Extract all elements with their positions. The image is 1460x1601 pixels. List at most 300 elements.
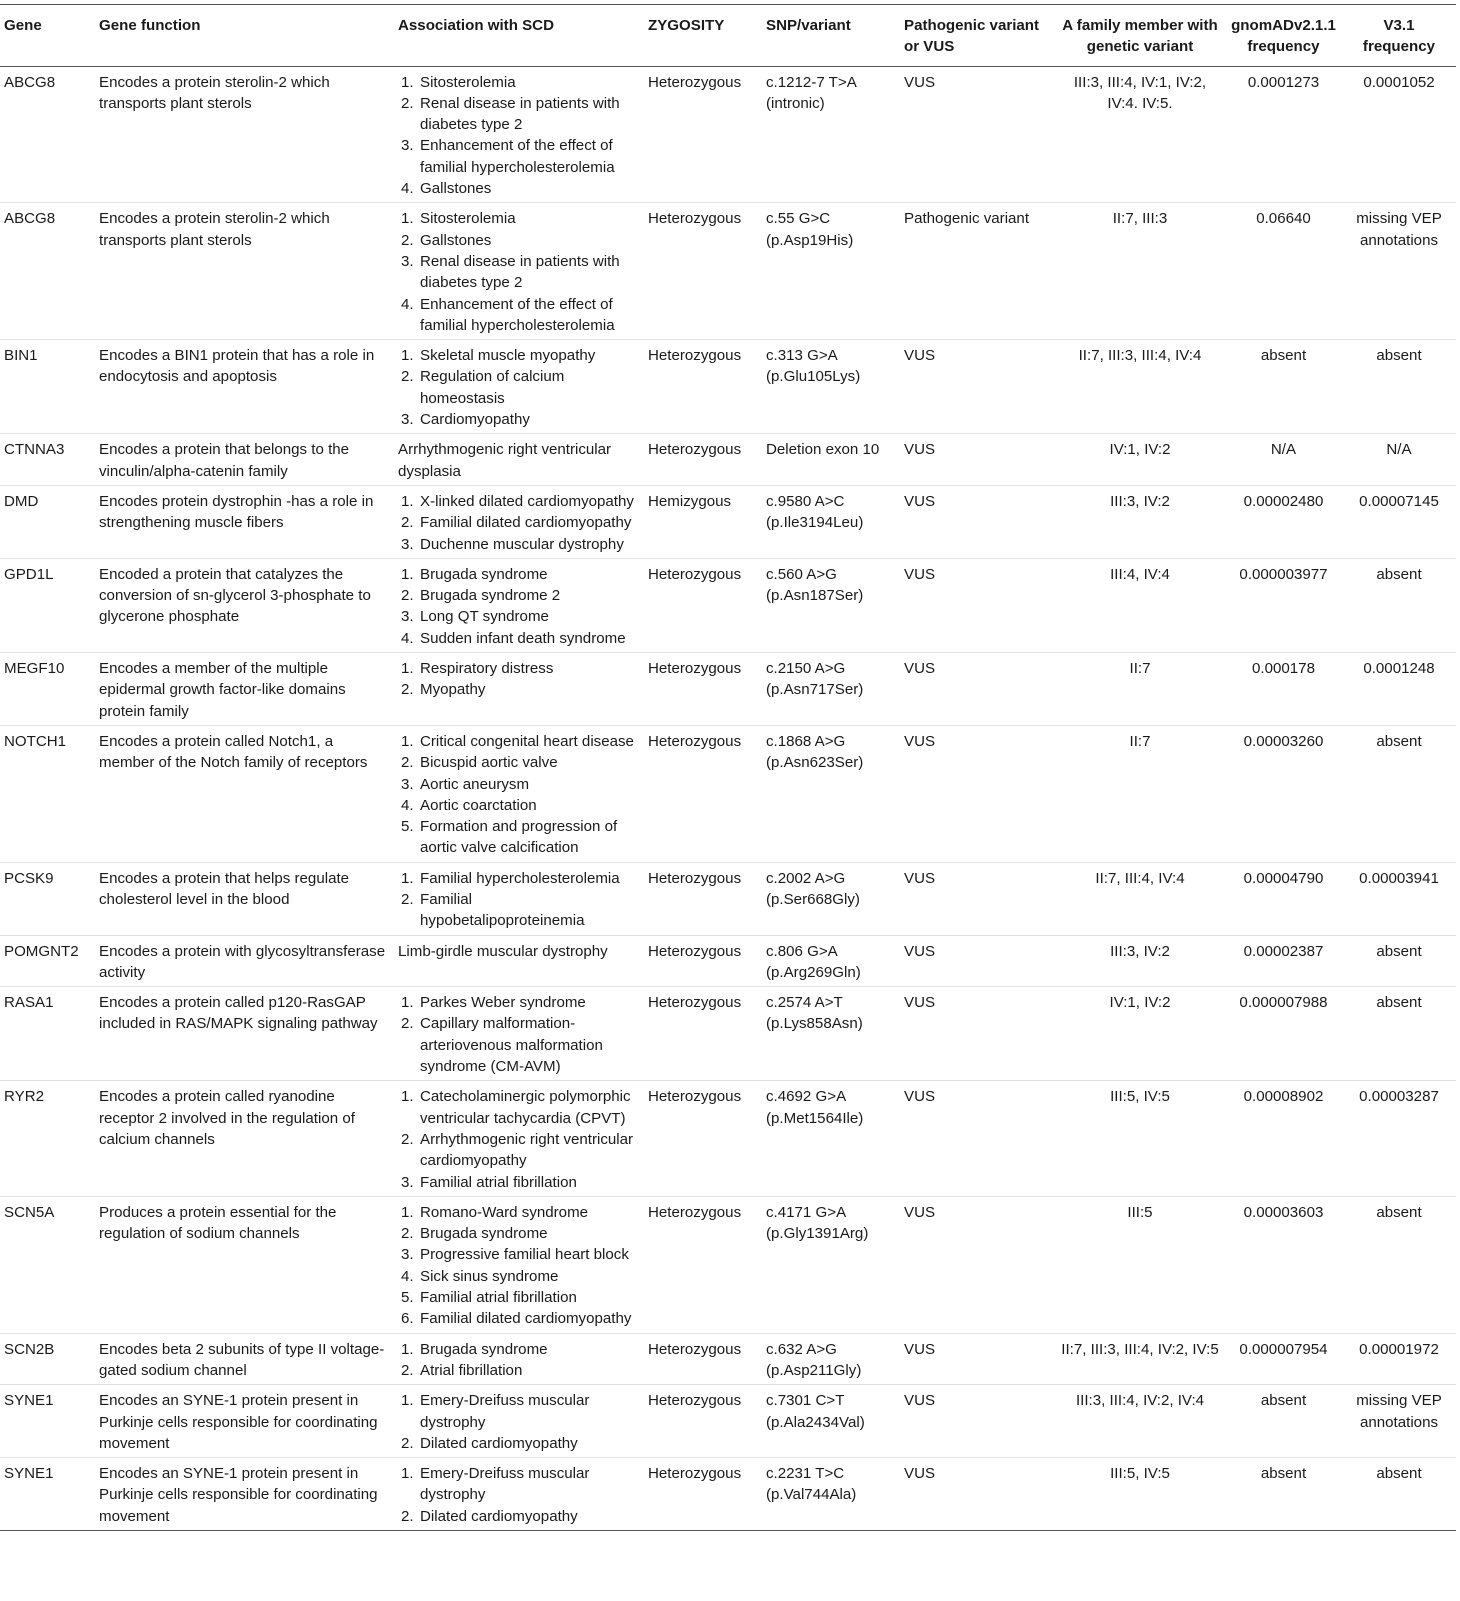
gene-cell: CTNNA3 <box>0 434 95 486</box>
classification-cell: VUS <box>900 485 1055 558</box>
association-text: Gallstones <box>420 180 492 198</box>
list-number: 2. <box>401 368 414 386</box>
association-text: Emery-Dreifuss muscular dystrophy <box>420 1465 590 1504</box>
association-cell <box>394 1333 644 1385</box>
association-item <box>398 208 640 229</box>
gene-function-cell: Encodes a protein called ryanodine receptor 2 involved in the regulation of calcium channels <box>95 1081 394 1196</box>
family-member-cell: III:5, IV:5 <box>1055 1458 1225 1531</box>
association-item <box>398 992 640 1013</box>
gnomad-v2-cell: 0.00003260 <box>1225 725 1342 862</box>
gene-cell: ABCG8 <box>0 66 95 203</box>
zygosity-cell: Heterozygous <box>644 66 762 203</box>
table-row <box>0 862 1456 935</box>
list-number: 3. <box>401 1246 414 1264</box>
family-member-cell: III:3, III:4, IV:2, IV:4 <box>1055 1385 1225 1458</box>
association-cell <box>394 1196 644 1333</box>
zygosity-cell: Heterozygous <box>644 558 762 652</box>
variant-cell: c.560 A>G (p.Asn187Ser) <box>762 558 900 652</box>
association-item <box>398 658 640 679</box>
association-text: Dilated cardiomyopathy <box>420 1434 578 1452</box>
association-text: Formation and progression of aortic valve calcification <box>420 818 618 857</box>
association-item <box>398 628 640 649</box>
table-row <box>0 1333 1456 1385</box>
family-member-cell: III:5 <box>1055 1196 1225 1333</box>
family-member-cell: II:7, III:3, III:4, IV:4 <box>1055 340 1225 434</box>
list-number: 1. <box>401 869 414 887</box>
list-number: 1. <box>401 1088 414 1106</box>
zygosity-cell: Heterozygous <box>644 987 762 1081</box>
association-text: Familial hypobetalipoproteinemia <box>420 890 585 930</box>
zygosity-cell: Heterozygous <box>644 935 762 987</box>
table-row <box>0 725 1456 862</box>
list-number: 3. <box>401 1173 414 1191</box>
association-text: Sitosterolemia <box>420 73 516 91</box>
variant-cell: c.313 G>A (p.Glu105Lys) <box>762 340 900 434</box>
gene-function-cell: Encodes a member of the multiple epidermal growth factor-like domains protein family <box>95 653 394 726</box>
header-association: Association with SCD <box>394 5 644 67</box>
list-number: 1. <box>401 565 414 583</box>
association-list <box>398 992 640 1077</box>
association-item <box>398 679 640 700</box>
list-number: 1. <box>401 1392 414 1410</box>
classification-cell: Pathogenic variant <box>900 203 1055 340</box>
gene-function-cell: Encodes an SYNE-1 protein present in Purkinje cells responsible for coordinating movement <box>95 1385 394 1458</box>
association-cell <box>394 725 644 862</box>
association-text: Emery-Dreifuss muscular dystrophy <box>420 1392 590 1431</box>
classification-cell: VUS <box>900 1081 1055 1196</box>
association-list <box>398 868 640 932</box>
association-item <box>398 774 640 795</box>
v31-frequency-cell: 0.0001052 <box>1342 66 1456 203</box>
header-gnomad-v2: gnomADv2.1.1 frequency <box>1225 5 1342 67</box>
list-number: 3. <box>401 775 414 793</box>
association-item <box>398 1266 640 1287</box>
association-cell <box>394 1081 644 1196</box>
association-list <box>398 1086 640 1192</box>
gnomad-v2-cell: 0.000007988 <box>1225 987 1342 1081</box>
classification-cell: VUS <box>900 1385 1055 1458</box>
gene-function-cell: Encodes a protein sterolin-2 which transports plant sterols <box>95 66 394 203</box>
association-item <box>398 795 640 816</box>
association-list <box>398 491 640 555</box>
gnomad-v2-cell: absent <box>1225 1385 1342 1458</box>
gene-cell: NOTCH1 <box>0 725 95 862</box>
association-text: Brugada syndrome <box>420 1340 548 1358</box>
v31-frequency-cell: missing VEP annotations <box>1342 203 1456 340</box>
association-text: Arrhythmogenic right ventricular cardiomyopathy <box>420 1130 634 1170</box>
association-list <box>398 731 640 859</box>
v31-frequency-cell: 0.00001972 <box>1342 1333 1456 1385</box>
association-text: Atrial fibrillation <box>420 1361 523 1379</box>
v31-frequency-cell: absent <box>1342 725 1456 862</box>
association-cell <box>394 203 644 340</box>
table-row <box>0 66 1456 203</box>
v31-frequency-cell: N/A <box>1342 434 1456 486</box>
list-number: 4. <box>401 1267 414 1285</box>
association-cell: Limb-girdle muscular dystrophy <box>394 935 644 987</box>
table-row <box>0 1196 1456 1333</box>
header-gene-function: Gene function <box>95 5 394 67</box>
variant-cell: c.1212-7 T>A (intronic) <box>762 66 900 203</box>
variant-cell: c.7301 C>T (p.Ala2434Val) <box>762 1385 900 1458</box>
gene-cell: SCN5A <box>0 1196 95 1333</box>
association-cell <box>394 862 644 935</box>
association-text: Sick sinus syndrome <box>420 1267 559 1285</box>
association-item <box>398 1360 640 1381</box>
association-item <box>398 606 640 627</box>
gnomad-v2-cell: 0.0001273 <box>1225 66 1342 203</box>
gnomad-v2-cell: absent <box>1225 340 1342 434</box>
gene-function-cell: Encoded a protein that catalyzes the conversion of sn-glycerol 3-phosphate to glycerone phosphate <box>95 558 394 652</box>
association-item <box>398 1202 640 1223</box>
v31-frequency-cell: missing VEP annotations <box>1342 1385 1456 1458</box>
association-item <box>398 1086 640 1129</box>
association-list <box>398 1463 640 1527</box>
association-cell <box>394 340 644 434</box>
gene-cell: DMD <box>0 485 95 558</box>
zygosity-cell: Hemizygous <box>644 485 762 558</box>
variant-cell: c.4171 G>A (p.Gly1391Arg) <box>762 1196 900 1333</box>
family-member-cell: IV:1, IV:2 <box>1055 987 1225 1081</box>
gene-function-cell: Produces a protein essential for the regulation of sodium channels <box>95 1196 394 1333</box>
association-list <box>398 208 640 336</box>
header-zygosity: ZYGOSITY <box>644 5 762 67</box>
family-member-cell: III:4, IV:4 <box>1055 558 1225 652</box>
gene-function-cell: Encodes a protein sterolin-2 which transports plant sterols <box>95 203 394 340</box>
family-member-cell: III:3, IV:2 <box>1055 935 1225 987</box>
association-text: Regulation of calcium homeostasis <box>420 368 565 407</box>
association-text: Familial atrial fibrillation <box>420 1173 577 1191</box>
list-number: 2. <box>401 890 414 908</box>
association-text: Capillary malformation-arteriovenous malformation syndrome (CM-AVM) <box>420 1015 603 1076</box>
family-member-cell: II:7, III:4, IV:4 <box>1055 862 1225 935</box>
association-cell <box>394 1385 644 1458</box>
variant-cell: c.9580 A>C (p.Ile3194Leu) <box>762 485 900 558</box>
association-text: Bicuspid aortic valve <box>420 754 558 772</box>
gene-function-cell: Encodes a BIN1 protein that has a role in endocytosis and apoptosis <box>95 340 394 434</box>
list-number: 5. <box>401 818 414 836</box>
association-text: Enhancement of the effect of familial hypercholesterolemia <box>420 295 615 334</box>
association-cell <box>394 1458 644 1531</box>
classification-cell: VUS <box>900 1196 1055 1333</box>
table-row <box>0 1385 1456 1458</box>
association-list <box>398 72 640 200</box>
family-member-cell: III:3, IV:2 <box>1055 485 1225 558</box>
zygosity-cell: Heterozygous <box>644 1385 762 1458</box>
table-row <box>0 653 1456 726</box>
gene-function-cell: Encodes an SYNE-1 protein present in Purkinje cells responsible for coordinating movement <box>95 1458 394 1531</box>
header-classification: Pathogenic variant or VUS <box>900 5 1055 67</box>
v31-frequency-cell: absent <box>1342 340 1456 434</box>
association-text: Catecholaminergic polymorphic ventricular tachycardia (CPVT) <box>420 1088 631 1127</box>
list-number: 2. <box>401 94 414 112</box>
gene-cell: RYR2 <box>0 1081 95 1196</box>
association-item <box>398 1287 640 1308</box>
association-list <box>398 1390 640 1454</box>
gnomad-v2-cell: 0.00004790 <box>1225 862 1342 935</box>
list-number: 2. <box>401 1015 414 1033</box>
list-number: 2. <box>401 1130 414 1148</box>
gene-function-cell: Encodes a protein called p120-RasGAP included in RAS/MAPK signaling pathway <box>95 987 394 1081</box>
association-text: Critical congenital heart disease <box>420 732 634 750</box>
v31-frequency-cell: 0.00007145 <box>1342 485 1456 558</box>
header-gene: Gene <box>0 5 95 67</box>
gnomad-v2-cell: 0.000007954 <box>1225 1333 1342 1385</box>
association-item <box>398 1463 640 1506</box>
association-cell <box>394 66 644 203</box>
gene-cell: SYNE1 <box>0 1458 95 1531</box>
association-text: Familial dilated cardiomyopathy <box>420 514 632 532</box>
association-item <box>398 491 640 512</box>
family-member-cell: III:5, IV:5 <box>1055 1081 1225 1196</box>
association-text: Skeletal muscle myopathy <box>420 347 596 365</box>
zygosity-cell: Heterozygous <box>644 1196 762 1333</box>
association-text: Familial dilated cardiomyopathy <box>420 1310 632 1328</box>
classification-cell: VUS <box>900 434 1055 486</box>
list-number: 2. <box>401 1361 414 1379</box>
zygosity-cell: Heterozygous <box>644 1458 762 1531</box>
list-number: 1. <box>401 1465 414 1483</box>
list-number: 3. <box>401 252 414 270</box>
association-cell: Arrhythmogenic right ventricular dysplasia <box>394 434 644 486</box>
gnomad-v2-cell: 0.000003977 <box>1225 558 1342 652</box>
association-item <box>398 345 640 366</box>
gnomad-v2-cell: 0.06640 <box>1225 203 1342 340</box>
variants-table <box>0 4 1456 1531</box>
table-row <box>0 987 1456 1081</box>
table-row <box>0 558 1456 652</box>
list-number: 2. <box>401 587 414 605</box>
association-item <box>398 1339 640 1360</box>
list-number: 4. <box>401 796 414 814</box>
association-item <box>398 889 640 932</box>
association-text: Familial atrial fibrillation <box>420 1289 577 1307</box>
list-number: 2. <box>401 1434 414 1452</box>
association-text: Renal disease in patients with diabetes type 2 <box>420 94 620 134</box>
list-number: 1. <box>401 1340 414 1358</box>
table-row <box>0 485 1456 558</box>
list-number: 1. <box>401 660 414 678</box>
gnomad-v2-cell: N/A <box>1225 434 1342 486</box>
zygosity-cell: Heterozygous <box>644 340 762 434</box>
header-row <box>0 5 1456 67</box>
association-item <box>398 93 640 136</box>
association-text: Duchenne muscular dystrophy <box>420 535 624 553</box>
gene-cell: PCSK9 <box>0 862 95 935</box>
v31-frequency-cell: absent <box>1342 558 1456 652</box>
list-number: 2. <box>401 681 414 699</box>
table-row <box>0 935 1456 987</box>
association-item <box>398 1172 640 1193</box>
association-list <box>398 658 640 701</box>
association-item <box>398 1506 640 1527</box>
table-row <box>0 340 1456 434</box>
gnomad-v2-cell: 0.00003603 <box>1225 1196 1342 1333</box>
gnomad-v2-cell: 0.00002387 <box>1225 935 1342 987</box>
list-number: 4. <box>401 295 414 313</box>
association-text: Brugada syndrome <box>420 565 548 583</box>
association-item <box>398 1129 640 1172</box>
v31-frequency-cell: absent <box>1342 1196 1456 1333</box>
association-text: Renal disease in patients with diabetes type 2 <box>420 252 620 292</box>
variant-cell: c.806 G>A (p.Arg269Gln) <box>762 935 900 987</box>
association-text: Romano-Ward syndrome <box>420 1203 589 1221</box>
table-row <box>0 1081 1456 1196</box>
v31-frequency-cell: absent <box>1342 935 1456 987</box>
zygosity-cell: Heterozygous <box>644 434 762 486</box>
table-row <box>0 1458 1456 1531</box>
variant-cell: c.2002 A>G (p.Ser668Gly) <box>762 862 900 935</box>
list-number: 3. <box>401 608 414 626</box>
association-text: Enhancement of the effect of familial hypercholesterolemia <box>420 137 615 176</box>
association-item <box>398 1244 640 1265</box>
association-item <box>398 1390 640 1433</box>
classification-cell: VUS <box>900 1458 1055 1531</box>
list-number: 4. <box>401 180 414 198</box>
table-row <box>0 434 1456 486</box>
gene-cell: RASA1 <box>0 987 95 1081</box>
association-text: Sudden infant death syndrome <box>420 629 626 647</box>
association-cell <box>394 485 644 558</box>
variant-cell: c.2574 A>T (p.Lys858Asn) <box>762 987 900 1081</box>
family-member-cell: IV:1, IV:2 <box>1055 434 1225 486</box>
list-number: 3. <box>401 535 414 553</box>
association-text: Long QT syndrome <box>420 608 549 626</box>
gene-cell: SCN2B <box>0 1333 95 1385</box>
association-item <box>398 1308 640 1329</box>
variant-cell: c.2150 A>G (p.Asn717Ser) <box>762 653 900 726</box>
table-row <box>0 203 1456 340</box>
list-number: 1. <box>401 73 414 91</box>
header-family-member: A family member with genetic variant <box>1055 5 1225 67</box>
classification-cell: VUS <box>900 558 1055 652</box>
list-number: 2. <box>401 514 414 532</box>
association-item <box>398 294 640 337</box>
family-member-cell: II:7 <box>1055 725 1225 862</box>
association-cell <box>394 558 644 652</box>
classification-cell: VUS <box>900 725 1055 862</box>
association-cell <box>394 987 644 1081</box>
classification-cell: VUS <box>900 862 1055 935</box>
family-member-cell: II:7 <box>1055 653 1225 726</box>
list-number: 3. <box>401 137 414 155</box>
association-item <box>398 1013 640 1077</box>
list-number: 2. <box>401 231 414 249</box>
v31-frequency-cell: 0.00003941 <box>1342 862 1456 935</box>
association-text: Gallstones <box>420 231 492 249</box>
association-text: Familial hypercholesterolemia <box>420 869 620 887</box>
gene-cell: ABCG8 <box>0 203 95 340</box>
association-item <box>398 731 640 752</box>
gene-function-cell: Encodes a protein called Notch1, a member of the Notch family of receptors <box>95 725 394 862</box>
variant-cell: c.1868 A>G (p.Asn623Ser) <box>762 725 900 862</box>
list-number: 1. <box>401 1203 414 1221</box>
header-variant: SNP/variant <box>762 5 900 67</box>
classification-cell: VUS <box>900 653 1055 726</box>
family-member-cell: II:7, III:3, III:4, IV:2, IV:5 <box>1055 1333 1225 1385</box>
association-text: Cardiomyopathy <box>420 411 530 429</box>
classification-cell: VUS <box>900 1333 1055 1385</box>
variant-cell: c.2231 T>C (p.Val744Ala) <box>762 1458 900 1531</box>
association-item <box>398 1223 640 1244</box>
variant-cell: c.4692 G>A (p.Met1564Ile) <box>762 1081 900 1196</box>
association-item <box>398 752 640 773</box>
list-number: 3. <box>401 411 414 429</box>
association-text: Myopathy <box>420 681 486 699</box>
association-item <box>398 816 640 859</box>
variant-cell: Deletion exon 10 <box>762 434 900 486</box>
association-text: Brugada syndrome <box>420 1225 548 1243</box>
v31-frequency-cell: 0.0001248 <box>1342 653 1456 726</box>
gene-cell: SYNE1 <box>0 1385 95 1458</box>
family-member-cell: III:3, III:4, IV:1, IV:2, IV:4. IV:5. <box>1055 66 1225 203</box>
association-text: Parkes Weber syndrome <box>420 994 586 1012</box>
association-list <box>398 345 640 430</box>
list-number: 4. <box>401 629 414 647</box>
gene-cell: MEGF10 <box>0 653 95 726</box>
association-text: Brugada syndrome 2 <box>420 587 561 605</box>
list-number: 1. <box>401 994 414 1012</box>
association-cell <box>394 653 644 726</box>
list-number: 2. <box>401 1225 414 1243</box>
gene-function-cell: Encodes a protein with glycosyltransferase activity <box>95 935 394 987</box>
association-item <box>398 1433 640 1454</box>
association-text: Aortic aneurysm <box>420 775 530 793</box>
gene-function-cell: Encodes a protein that belongs to the vinculin/alpha-catenin family <box>95 434 394 486</box>
zygosity-cell: Heterozygous <box>644 725 762 862</box>
association-item <box>398 366 640 409</box>
classification-cell: VUS <box>900 340 1055 434</box>
association-item <box>398 178 640 199</box>
variant-cell: c.55 G>C (p.Asp19His) <box>762 203 900 340</box>
association-text: Aortic coarctation <box>420 796 537 814</box>
gene-cell: BIN1 <box>0 340 95 434</box>
association-item <box>398 512 640 533</box>
gnomad-v2-cell: 0.00008902 <box>1225 1081 1342 1196</box>
zygosity-cell: Heterozygous <box>644 203 762 340</box>
gene-cell: GPD1L <box>0 558 95 652</box>
list-number: 1. <box>401 492 414 510</box>
zygosity-cell: Heterozygous <box>644 862 762 935</box>
gene-function-cell: Encodes a protein that helps regulate cholesterol level in the blood <box>95 862 394 935</box>
list-number: 2. <box>401 1507 414 1525</box>
association-list <box>398 1339 640 1382</box>
association-text: Dilated cardiomyopathy <box>420 1507 578 1525</box>
list-number: 1. <box>401 210 414 228</box>
association-text: Respiratory distress <box>420 660 554 678</box>
list-number: 2. <box>401 754 414 772</box>
v31-frequency-cell: absent <box>1342 987 1456 1081</box>
association-item <box>398 409 640 430</box>
table-body <box>0 66 1456 1530</box>
list-number: 5. <box>401 1289 414 1307</box>
gene-cell: POMGNT2 <box>0 935 95 987</box>
gnomad-v2-cell: 0.000178 <box>1225 653 1342 726</box>
family-member-cell: II:7, III:3 <box>1055 203 1225 340</box>
v31-frequency-cell: absent <box>1342 1458 1456 1531</box>
association-item <box>398 564 640 585</box>
classification-cell: VUS <box>900 935 1055 987</box>
association-item <box>398 230 640 251</box>
zygosity-cell: Heterozygous <box>644 1333 762 1385</box>
classification-cell: VUS <box>900 66 1055 203</box>
gene-function-cell: Encodes protein dystrophin -has a role in strengthening muscle fibers <box>95 485 394 558</box>
zygosity-cell: Heterozygous <box>644 653 762 726</box>
zygosity-cell: Heterozygous <box>644 1081 762 1196</box>
variant-cell: c.632 A>G (p.Asp211Gly) <box>762 1333 900 1385</box>
list-number: 1. <box>401 347 414 365</box>
association-item <box>398 868 640 889</box>
